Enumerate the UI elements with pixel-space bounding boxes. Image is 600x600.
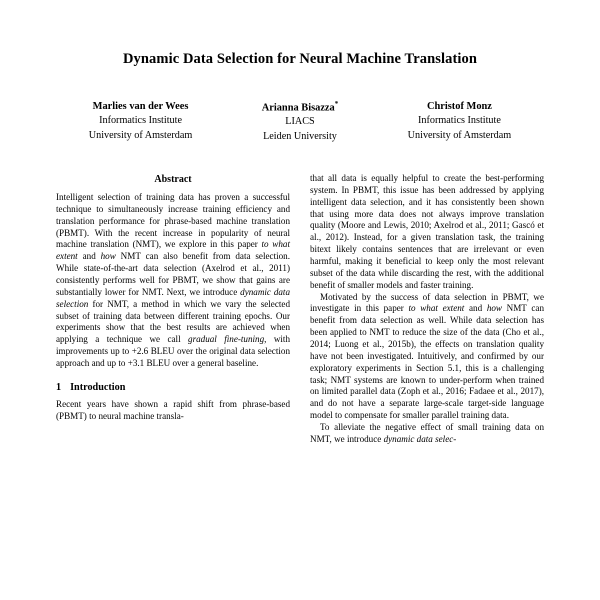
right-par-3-italic-1: dynamic data selec-	[383, 433, 457, 444]
body-columns	[56, 173, 544, 446]
right-paragraph-3	[310, 422, 544, 446]
right-par-2-text-c: NMT can benefit from data selection as well. While data selection has been applied to NMT to reduce the size of the data (Cho et al., 2014; Luong et al., 2015b), the effects on translation quality have not been investigated. Intuitively, and confirmed by our exploratory experiments in Section 5.1, this is a challenging task; NMT systems are known to under-perform when trained on limited parallel data (Zoph et al., 2016; Fadaee et al., 2017), and do not have a separate large-scale target-side language model to compensate for smaller parallel training data.	[310, 303, 544, 421]
abstract-italic-3: dynamic data selection	[56, 286, 290, 309]
right-par-3-text-a: To alleviate the negative effect of small training data on NMT, we introduce	[310, 422, 544, 444]
introduction-heading	[56, 381, 290, 394]
abstract-heading: Abstract	[154, 173, 192, 185]
author-block	[221, 99, 378, 145]
author-affiliation-line2: University of Amsterdam	[88, 129, 193, 141]
page-title: Dynamic Data Selection for Neural Machine Translation	[122, 51, 478, 67]
introduction-paragraph: Recent years have shown a rapid shift from phrase-based (PBMT) to neural machine transla-	[56, 399, 290, 422]
abstract-italic-1: to what extent	[56, 239, 290, 262]
abstract-text-1: Intelligent selection of training data has proven a successful technique to simultaneously increase training efficiency and translation performance for phrase-based machine translation (PBMT). With the recent increase in popularity of neural machine translation (NMT), we explore in this paper	[56, 192, 290, 250]
section-number: 1	[56, 381, 62, 393]
abstract-paragraph	[56, 192, 290, 370]
right-par-2-text-b: and	[464, 303, 487, 314]
author-name: Marlies van der Wees	[92, 100, 189, 112]
right-par-2-italic-1: to what extent	[408, 303, 465, 314]
abstract-italic-2: how	[100, 251, 116, 262]
author-affiliation-line1: LIACS	[285, 116, 315, 128]
author-name: Christof Monz	[426, 100, 492, 112]
right-par-2-text-a: Motivated by the success of data selection in PBMT, we investigate in this paper	[310, 291, 544, 314]
right-column	[310, 173, 544, 446]
abstract-text-4: for NMT, a method in which we vary the selected subset of training data between different training epochs. Our experiments show that the best results are achieved when applying a technique we call	[56, 298, 290, 345]
author-block	[381, 99, 538, 145]
author-affiliation-marker: *	[334, 99, 339, 108]
abstract-text-3: NMT can also benefit from data selection. While state-of-the-art data selection (Axelrod et al., 2011) consistently performs well for PBMT, we show that gains are substantially lower for NMT. Next, we introduce	[56, 251, 290, 297]
right-paragraph-2	[310, 292, 544, 422]
author-affiliation-line1: Informatics Institute	[99, 114, 182, 126]
author-affiliation-line2: Leiden University	[263, 131, 337, 143]
author-name	[221, 99, 378, 116]
abstract-text-5: , with improvements up to +2.6 BLEU over the original data selection approach and up to +3.1 BLEU over a general baseline.	[56, 334, 290, 369]
right-paragraph-1: that all data is equally helpful to create the best-performing system. In PBMT, this issue has been addressed by applying intelligent data selection, and it has consistently been shown that using more data does not always improve translation quality (Moore and Lewis, 2010; Axelrod et al., 2011; Gascó et al., 2012). Instead, for a given translation task, the training bitext likely contains sentences that are irrelevant or even harmful, making it beneficial to keep only the most relevant subset of the data while discarding the rest, with the additional benefit of smaller models and faster training.	[310, 172, 544, 290]
author-affiliation-line2: University of Amsterdam	[407, 129, 512, 141]
author-block	[62, 99, 219, 145]
right-par-2-italic-2: how	[486, 303, 502, 314]
section-title: Introduction	[70, 381, 126, 393]
abstract-text-2: and	[77, 251, 101, 262]
abstract-italic-4: gradual fine-tuning	[188, 334, 265, 345]
abstract-body	[56, 192, 290, 370]
author-list	[56, 99, 544, 145]
author-affiliation-line1: Informatics Institute	[417, 114, 501, 126]
author-name-text: Arianna Bisazza	[261, 102, 335, 114]
left-column	[56, 173, 290, 446]
